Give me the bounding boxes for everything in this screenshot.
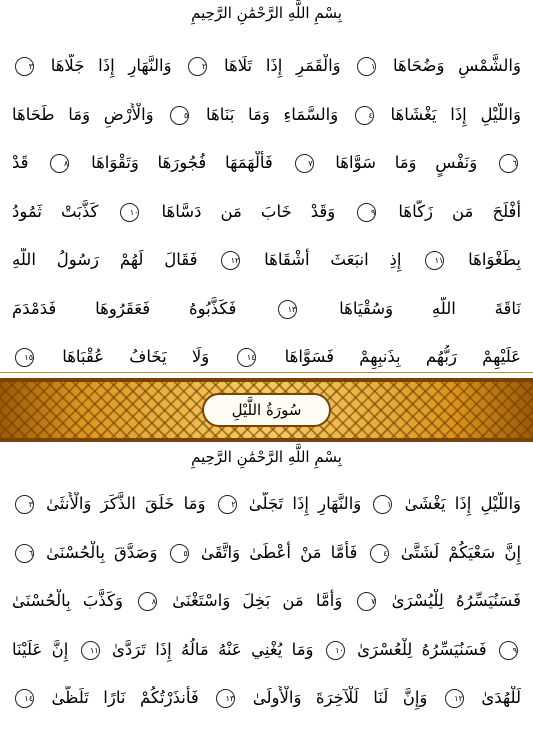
ayah-number-marker: ١	[373, 495, 392, 514]
ayah-number-marker: ١٣	[278, 300, 297, 319]
ayah-number-marker: ١٤	[15, 689, 34, 708]
verse-text: وَقَدْ خَابَ مَن دَسَّاهَا	[161, 201, 336, 221]
ayah-number-marker: ١٥	[15, 348, 34, 367]
verse-text: وَصَدَّقَ بِالْحُسْنَىٰ	[46, 542, 158, 562]
verse-text: قَدْ	[12, 153, 29, 172]
verse-text: وَاللَّيْلِ إِذَا يَغْشَاهَا	[390, 104, 521, 124]
verse-text: بِطَغْوَاهَا	[468, 250, 521, 269]
ayah-number-marker: ١٠	[326, 641, 345, 660]
ayah-number-marker: ٢	[188, 57, 207, 76]
ayah-number-marker: ٦	[15, 544, 34, 563]
verse-text: إِذِ انبَعَثَ أَشْقَاهَا	[264, 250, 402, 269]
ayah-number-marker: ١٢	[445, 689, 464, 708]
verse-text: وَمَا خَلَقَ الذَّكَرَ وَالْأُنثَىٰ	[46, 494, 206, 513]
ayah-number-marker: ٢	[218, 495, 237, 514]
verse-text: فَسَنُيَسِّرُهُ لِلْيُسْرَىٰ	[391, 591, 521, 610]
verse-text: وَالنَّهَارِ إِذَا جَلَّاهَا	[50, 56, 172, 75]
verse-text: وَمَا يُغْنِي عَنْهُ مَالُهُ إِذَا تَرَدَّىٰ	[111, 639, 314, 659]
verse-line	[12, 297, 521, 323]
verse-line	[12, 638, 521, 664]
verse-text: نَاقَةَ اللَّهِ وَسُقْيَاهَا	[339, 298, 521, 318]
bismillah-surah-layl: بِسْمِ اللَّهِ الرَّحْمَٰنِ الرَّحِيمِ	[191, 448, 342, 466]
verse-line	[12, 103, 521, 129]
ayah-number-marker: ٧	[357, 592, 376, 611]
ayah-number-marker: ١	[357, 57, 376, 76]
verse-line	[12, 492, 521, 518]
verse-text: وَنَفْسٍ وَمَا سَوَّاهَا	[335, 153, 478, 172]
verse-text: إِنَّ سَعْيَكُمْ لَشَتَّىٰ	[400, 542, 521, 562]
verse-text: فَكَذَّبُوهُ فَعَقَرُوهَا فَدَمْدَمَ	[12, 298, 237, 318]
ayah-number-marker: ١١	[81, 641, 100, 660]
verse-text: فَسَنُيَسِّرُهُ لِلْعُسْرَىٰ	[357, 639, 487, 659]
verse-line	[12, 151, 521, 177]
ayah-number-marker: ٥	[170, 544, 189, 563]
ayah-number-marker: ٩	[357, 203, 376, 222]
ayah-number-marker: ٧	[295, 154, 314, 173]
verse-line	[12, 589, 521, 615]
ayah-number-marker: ٣	[15, 57, 34, 76]
verse-text: وَاللَّيْلِ إِذَا يَغْشَىٰ	[404, 494, 521, 513]
verse-text: وَالْقَمَرِ إِذَا تَلَاهَا	[223, 56, 341, 75]
verse-text: فَقَالَ لَهُمْ رَسُولُ اللَّهِ	[12, 250, 198, 269]
ayah-number-marker: ٨	[50, 154, 69, 173]
verse-text: وَالنَّهَارِ إِذَا تَجَلَّىٰ	[248, 494, 362, 513]
ayah-number-marker: ٣	[15, 495, 34, 514]
verse-line	[12, 686, 521, 712]
verse-line	[12, 200, 521, 226]
banner-top-rule	[0, 372, 533, 373]
verse-text: وَالْأَرْضِ وَمَا طَحَاهَا	[12, 104, 154, 124]
verse-text: وَالشَّمْسِ وَضُحَاهَا	[393, 56, 521, 75]
verse-line	[12, 345, 521, 371]
ayah-number-marker: ٨	[138, 592, 157, 611]
verse-text: فَأَمَّا مَنْ أَعْطَىٰ وَاتَّقَىٰ	[200, 542, 358, 562]
ayah-number-marker: ٤	[370, 544, 389, 563]
ayah-number-marker: ١٠	[120, 203, 139, 222]
ayah-number-marker: ٩	[499, 641, 518, 660]
verse-text: وَكَذَّبَ بِالْحُسْنَىٰ	[12, 591, 123, 610]
verse-text: وَلَا يَخَافُ عُقْبَاهَا	[62, 347, 210, 366]
verse-line	[12, 541, 521, 567]
verse-text: إِنَّ عَلَيْنَا	[12, 639, 69, 659]
verse-line	[12, 248, 521, 274]
verse-text: عَلَيْهِمْ رَبُّهُم بِذَنبِهِمْ فَسَوَّاهَا	[284, 347, 521, 366]
verse-text: وَالسَّمَاءِ وَمَا بَنَاهَا	[206, 104, 339, 124]
ayah-number-marker: ١٢	[221, 251, 240, 270]
verse-text: فَأَلْهَمَهَا فُجُورَهَا وَتَقْوَاهَا	[91, 153, 273, 172]
verse-line	[12, 54, 521, 80]
surah-title: سُورَةُ اللَّيْلِ	[231, 401, 302, 419]
verse-text: وَإِنَّ لَنَا لَلْآخِرَةَ وَالْأُولَىٰ	[252, 688, 428, 707]
verse-text: كَذَّبَتْ ثَمُودُ	[12, 201, 99, 221]
ayah-number-marker: ٦	[499, 154, 518, 173]
verse-text: لَلْهُدَىٰ	[481, 688, 521, 707]
surah-title-cartouche	[202, 393, 331, 427]
ayah-number-marker: ٤	[355, 106, 374, 125]
verse-text: فَأَنذَرْتُكُمْ نَارًا تَلَظَّىٰ	[51, 688, 199, 707]
ayah-number-marker: ١٣	[216, 689, 235, 708]
surah-header-banner	[0, 378, 533, 442]
verse-text: وَأَمَّا مَن بَخِلَ وَاسْتَغْنَىٰ	[172, 591, 343, 610]
ayah-number-marker: ٥	[170, 106, 189, 125]
verse-text: أَفْلَحَ مَن زَكَّاهَا	[398, 201, 521, 221]
ayah-number-marker: ١١	[425, 251, 444, 270]
bismillah-surah-shams: بِسْمِ اللَّهِ الرَّحْمَٰنِ الرَّحِيمِ	[191, 4, 342, 22]
ayah-number-marker: ١٤	[237, 348, 256, 367]
